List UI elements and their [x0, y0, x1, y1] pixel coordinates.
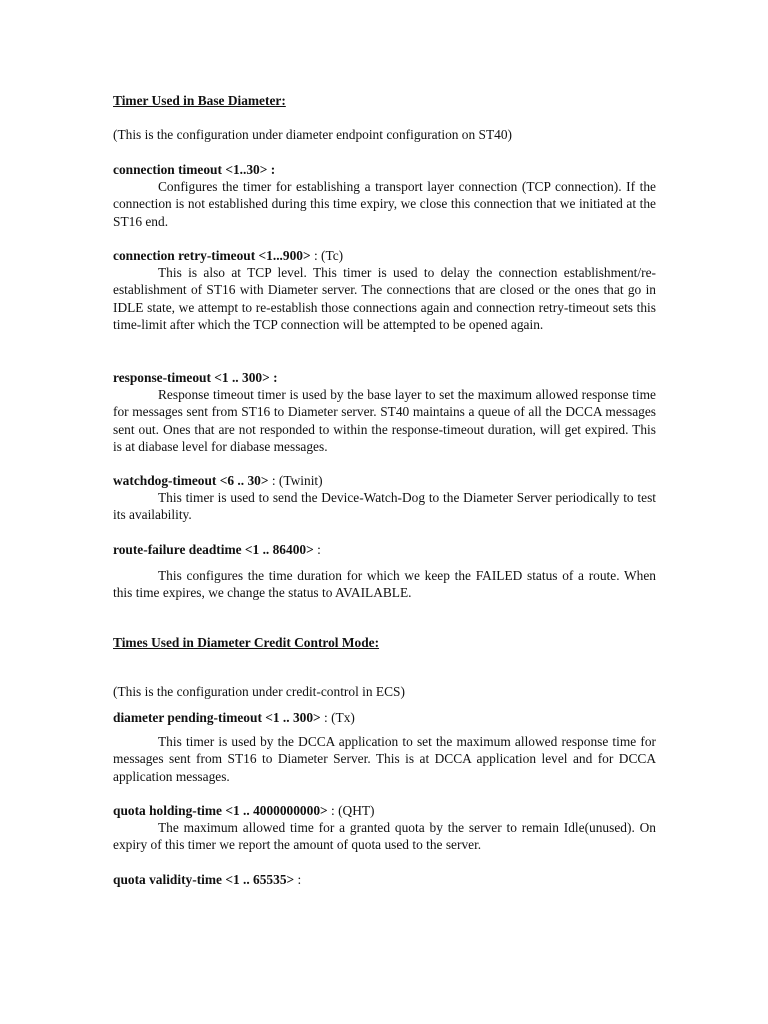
term-label: diameter pending-timeout <1 .. 300>: [113, 710, 321, 725]
section-intro-credit-control: (This is the configuration under credit-control in ECS): [113, 684, 405, 699]
desc-watchdog-timeout: This timer is used to send the Device-Watch-Dog to the Diameter Server periodically to test its availability.: [113, 490, 656, 523]
desc-quota-holding-time: The maximum allowed time for a granted quota by the server to remain Idle(unused). On expiry of this timer we report the amount of quota used to the server.: [113, 820, 656, 853]
term-label: quota holding-time <1 .. 4000000000>: [113, 803, 328, 818]
term-label: response-timeout <1 .. 300> :: [113, 370, 278, 385]
term-suffix: :: [313, 542, 321, 557]
term-suffix: : (Tx): [320, 710, 355, 725]
term-label: connection timeout <1..30> :: [113, 162, 276, 177]
term-label: route-failure deadtime <1 .. 86400>: [113, 542, 314, 557]
desc-diameter-pending-timeout: This timer is used by the DCCA application to set the maximum allowed response time for messages sent from ST16 to Diameter Server. This is at DCCA application level and for DCCA application messages.: [113, 734, 656, 784]
desc-connection-retry-timeout: This is also at TCP level. This timer is used to delay the connection establishment/re-establishment of ST16 with Diameter server. The connections that are closed or the ones that go in IDLE state, we attempt to re-establish those connections again and connection retry-timeout sets this time-limit after which the TCP connection will be attempted to be opened again.: [113, 265, 656, 332]
section-intro-base-diameter: (This is the configuration under diameter endpoint configuration on ST40): [113, 127, 513, 142]
term-connection-timeout: [113, 161, 656, 178]
term-connection-retry-timeout: [113, 247, 656, 264]
desc-response-timeout: Response timeout timer is used by the base layer to set the maximum allowed response time for messages sent from ST16 to Diameter server. ST40 maintains a queue of all the DCCA messages sent out. Ones that are not responded to within the response-timeout duration, will get expired. This is at diabase level for diabase messages.: [113, 387, 656, 454]
term-diameter-pending-timeout: [113, 709, 656, 726]
term-route-failure-deadtime: [113, 541, 656, 558]
desc-route-failure-deadtime: This configures the time duration for which we keep the FAILED status of a route. When this time expires, we change the status to AVAILABLE.: [113, 568, 656, 601]
term-label: quota validity-time <1 .. 65535>: [113, 872, 295, 887]
term-response-timeout: [113, 369, 656, 386]
term-label: connection retry-timeout <1...900>: [113, 248, 311, 263]
term-label: watchdog-timeout <6 .. 30>: [113, 473, 269, 488]
desc-connection-timeout: Configures the timer for establishing a transport layer connection (TCP connection). If the connection is not established during this time expiry, we close this connection that we initiated at the ST16 end.: [113, 179, 656, 229]
section-heading-base-diameter: Timer Used in Base Diameter:: [113, 93, 286, 108]
term-suffix: : (Tc): [310, 248, 344, 263]
term-quota-validity-time: [113, 871, 656, 888]
term-suffix: : (QHT): [327, 803, 375, 818]
term-watchdog-timeout: [113, 472, 656, 489]
term-suffix: :: [294, 872, 302, 887]
section-heading-credit-control: Times Used in Diameter Credit Control Mode:: [113, 635, 380, 650]
term-suffix: : (Twinit): [268, 473, 323, 488]
term-quota-holding-time: [113, 802, 656, 819]
